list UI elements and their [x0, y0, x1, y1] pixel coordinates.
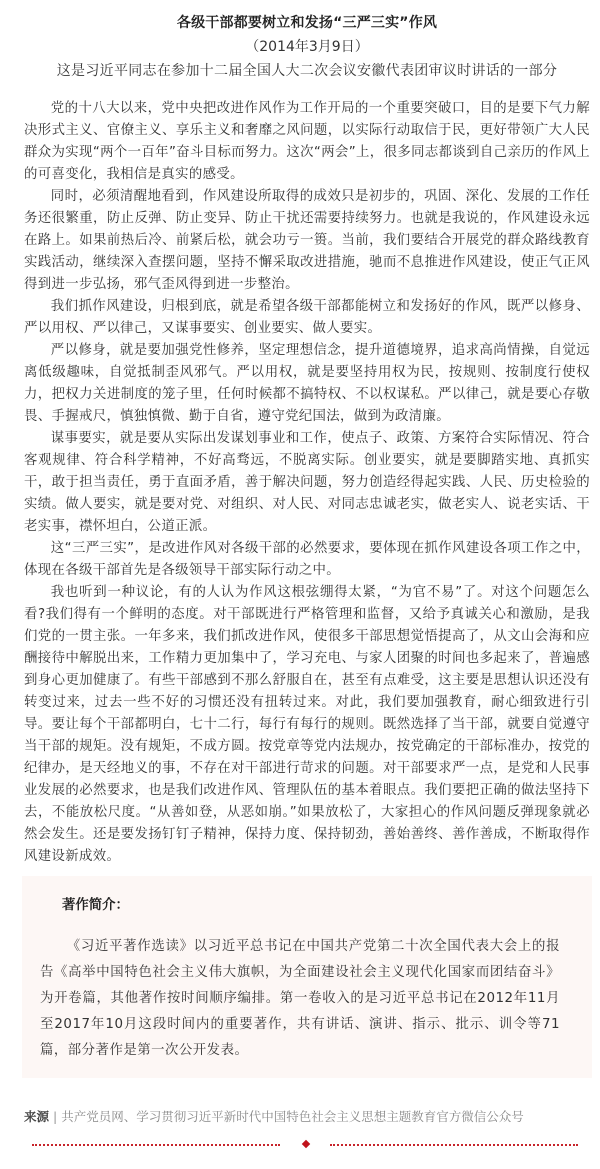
diamond-icon	[302, 1140, 310, 1148]
paragraph: 同时，必须清醒地看到，作风建设所取得的成效只是初步的，巩固、深化、发展的工作任务还很繁重，防止反弹、防止变异、防止干扰还需要持续努力。也就是我说的，作风建设永远在路上。如果前热后冷、前紧后松，就会功亏一篑。当前，我们要结合开展党的群众路线教育实践活动，继续深入查摆问题，坚持不懈采取改进措施，驰而不息推进作风建设，使正气正风得到进一步弘扬，邪气歪风得到进一步整治。	[24, 189, 590, 292]
book-intro-text: 《习近平著作选读》以习近平总书记在中国共产党第二十次全国代表大会上的报告《高举中国特色社会主义伟大旗帜，为全面建设社会主义现代化国家而团结奋斗》为开卷篇，其他著作按时间顺序编排。第一卷收入的是习近平总书记在2012年11月至2017年10月这段时间内的重要著作，共有讲话、演讲、指示、批示、训令等71篇，部分著作是第一次公开发表。	[40, 939, 560, 1058]
source-text: 共产党员网、学习贯彻习近平新时代中国特色社会主义思想主题教育官方微信公众号	[61, 1109, 524, 1124]
paragraph: 谋事要实，就是要从实际出发谋划事业和工作，使点子、政策、方案符合实际情况、符合客观规律、符合科学精神，不好高骛远，不脱离实际。创业要实，就是要脚踏实地、真抓实干，敢于担当责任，勇于直面矛盾，善于解决问题，努力创造经得起实践、人民、历史检验的实绩。做人要实，就是要对党、对组织、对人民、对同志忠诚老实，做老实人、说老实话、干老实事，襟怀坦白，公道正派。	[24, 431, 590, 534]
source-separator: |	[53, 1109, 58, 1124]
article	[24, 0, 590, 868]
book-intro-heading: 著作简介：	[62, 898, 129, 913]
paragraph: 我们抓作风建设，归根到底，就是希望各级干部都能树立和发扬好的作风，既严以修身、严以用权、严以律己，又谋事要实、创业要实、做人要实。	[24, 299, 590, 336]
source-label: 来源	[24, 1109, 50, 1124]
footer-divider	[30, 1140, 590, 1150]
article-subtitle: 这是习近平同志在参加十二届全国人大二次会议安徽代表团审议时讲话的一部分	[56, 63, 558, 79]
source-line	[24, 1108, 524, 1126]
paragraph: 党的十八大以来，党中央把改进作风作为工作开局的一个重要突破口，目的是要下气力解决形式主义、官僚主义、享乐主义和奢靡之风问题，以实际行动取信于民，更好带领广大人民群众为实现“两个一百年”奋斗目标而努力。这次“两会”上，很多同志都谈到自己亲历的作风上的可喜变化，我相信是真实的感受。	[24, 101, 590, 182]
dotted-line-left	[32, 1144, 280, 1146]
article-title: 各级干部都要树立和发扬“三严三实”作风	[176, 15, 438, 31]
book-intro-box	[22, 876, 592, 1078]
article-date: （2014年3月9日）	[245, 39, 369, 55]
paragraph: 我也听到一种议论，有的人认为作风这根弦绷得太紧，“为官不易”了。对这个问题怎么看?我们得有一个鲜明的态度。对干部既进行严格管理和监督，又给予真诚关心和激励，是我们党的一贯主张。一年多来，我们抓改进作风，使很多干部思想觉悟提高了，从文山会海和应酬接待中解脱出来，工作精力更加集中了，学习充电、与家人团聚的时间也多起来了，普遍感到身心更加健康了。有些干部感到不那么舒服自在，甚至有点难受，这主要是思想认识还没有转变过来，过去一些不好的习惯还没有扭转过来。对此，我们要加强教育，耐心细致进行引导。要让每个干部都明白，七十二行，每行有每行的规则。既然选择了当干部，就要自觉遵守当干部的规矩。没有规矩，不成方圆。按党章等党内法规办，按党确定的干部标准办，按党的纪律办，是天经地义的事，不存在对干部进行苛求的问题。对干部要求严一点，是党和人民事业发展的必然要求，也是我们改进作风、管理队伍的基本着眼点。我们要把正确的做法坚持下去，不能放松尺度。“从善如登，从恶如崩。”如果放松了，大家担心的作风问题反弹现象就必然会发生。还是要发扬钉钉子精神，保持力度、保持韧劲，善始善终、善作善成，不断取得作风建设新成效。	[24, 585, 590, 864]
article-body	[24, 98, 590, 868]
paragraph: 这“三严三实”，是改进作风对各级干部的必然要求，要体现在抓作风建设各项工作之中，体现在各级干部首先是各级领导干部实际行动之中。	[24, 541, 590, 578]
dotted-line-right	[330, 1144, 578, 1146]
paragraph: 严以修身，就是要加强党性修养，坚定理想信念，提升道德境界，追求高尚情操，自觉远离低级趣味，自觉抵制歪风邪气。严以用权，就是要坚持用权为民，按规则、按制度行使权力，把权力关进制度的笼子里，任何时候都不搞特权、不以权谋私。严以律己，就是要心存敬畏、手握戒尺，慎独慎微、勤于自省，遵守党纪国法，做到为政清廉。	[24, 343, 590, 424]
